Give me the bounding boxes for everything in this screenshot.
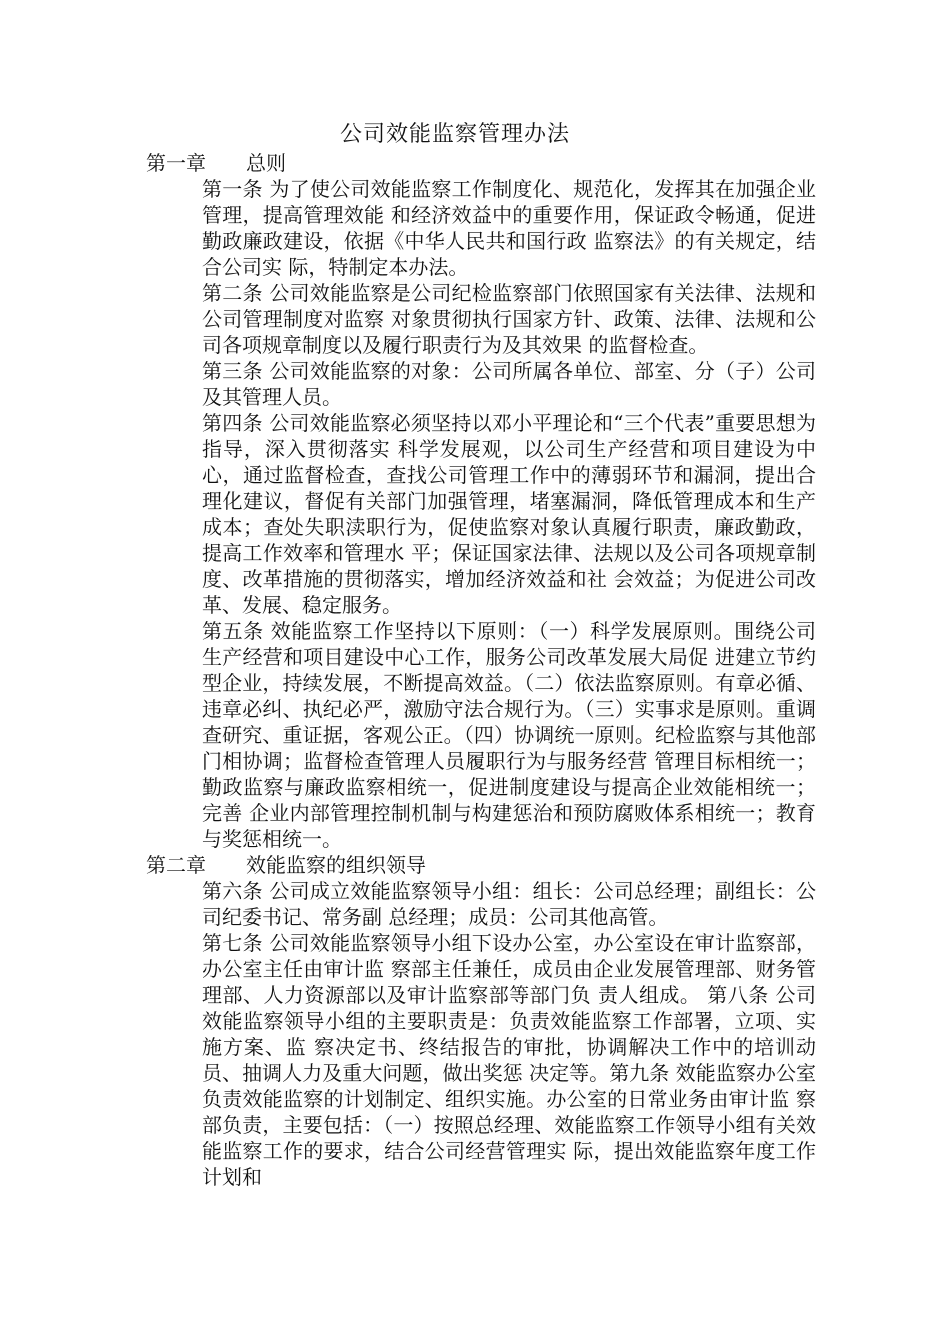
article-paragraph: 第五条 效能监察工作坚持以下原则：（一）科学发展原则。围绕公司生产经营和项目建设中心工作，服务公司改革发展大局促 进建立节约型企业，持续发展，不断提高效益。（二）依法监察原则。有章必循、违章必纠、执纪必严，激励守法合规行为。（三）实事求是原则。重调查研究、重证据，客观公正。（四）协调统一原则。纪检监察与其他部门相协调；监督检查管理人员履职行为与服务经营 管理目标相统一；勤政监察与廉政监察相统一，促进制度建设与提高企业效能相统一；完善 企业内部管理控制机制与构建惩治和预防腐败体系相统一；教育与奖惩相统一。	[202, 619, 816, 851]
article-paragraph: 第四条 公司效能监察必须坚持以邓小平理论和“三个代表”重要思想为指导，深入贯彻落实 科学发展观，以公司生产经营和项目建设为中心，通过监督检查，查找公司管理工作中的薄弱环节和漏洞，提出合理化建议，督促有关部门加强管理，堵塞漏洞，降低管理成本和生产 成本；查处失职渎职行为，促使监察对象认真履行职责，廉政勤政，提高工作效率和管理水 平；保证国家法律、法规以及公司各项规章制度、改革措施的贯彻落实，增加经济效益和社 会效益；为促进公司改革、发展、稳定服务。	[202, 411, 816, 617]
chapter-number: 第一章	[146, 151, 206, 175]
article-paragraph: 第七条 公司效能监察领导小组下设办公室，办公室设在审计监察部，办公室主任由审计监 察部主任兼任，成员由企业发展管理部、财务管理部、人力资源部以及审计监察部等部门负 责人组成。 第八条 公司效能监察领导小组的主要职责是：负责效能监察工作部署，立项、实施方案、监 察决定书、终结报告的审批，协调解决工作中的培训动员、抽调人力及重大问题，做出奖惩 决定等。第九条 效能监察办公室负责效能监察的计划制定、组织实施。办公室的日常业务由审计监 察部负责，主要包括：（一）按照总经理、效能监察工作领导小组有关效能监察工作的要求，结合公司经营管理实 际，提出效能监察年度工作计划和	[202, 931, 816, 1189]
article-paragraph: 第一条 为了使公司效能监察工作制度化、规范化，发挥其在加强企业管理，提高管理效能 和经济效益中的重要作用，保证政令畅通，促进勤政廉政建设，依据《中华人民共和国行政 监察法》的有关规定，结合公司实 际，特制定本办法。	[202, 177, 816, 279]
chapter-name: 总则	[246, 151, 286, 175]
document-title: 公司效能监察管理办法	[339, 122, 570, 147]
chapter-number: 第二章	[146, 853, 206, 877]
chapter-heading-1	[146, 150, 816, 176]
article-paragraph: 第三条 公司效能监察的对象：公司所属各单位、部室、分（子）公司及其管理人员。	[202, 359, 816, 409]
article-paragraph: 第二条 公司效能监察是公司纪检监察部门依照国家有关法律、法规和公司管理制度对监察 对象贯彻执行国家方针、政策、法律、法规和公司各项规章制度以及履行职责行为及其效果 的监督检查。	[202, 281, 816, 357]
chapter-heading-2	[146, 852, 816, 878]
article-paragraph: 第六条 公司成立效能监察领导小组：组长：公司总经理；副组长：公司纪委书记、常务副 总经理；成员：公司其他高管。	[202, 879, 816, 929]
document-body	[146, 150, 816, 1190]
chapter-name: 效能监察的组织领导	[246, 853, 426, 877]
